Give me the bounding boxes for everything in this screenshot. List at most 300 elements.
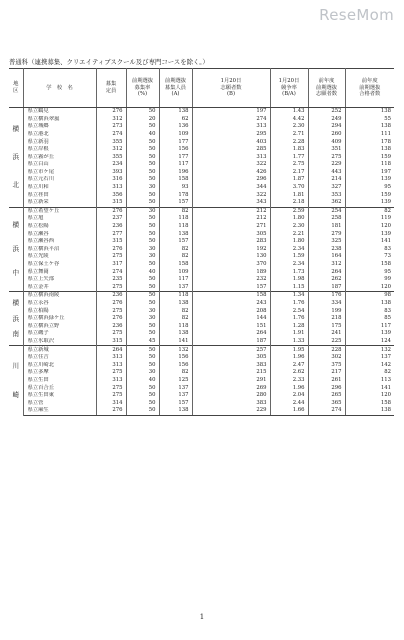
quota-cell: 393 <box>96 169 126 177</box>
table-row <box>9 131 394 139</box>
early-rate-cell: 50 <box>126 346 159 354</box>
early-rate-cell: 50 <box>126 154 159 162</box>
quota-cell: 276 <box>96 407 126 415</box>
applicants-cell: 264 <box>192 330 270 338</box>
early-count-cell: 137 <box>159 284 192 292</box>
early-count-cell: 93 <box>159 184 192 192</box>
applicants-cell: 305 <box>192 354 270 362</box>
early-count-cell: 178 <box>159 192 192 200</box>
table-row <box>9 116 394 124</box>
prev-passed-cell: 141 <box>380 238 391 245</box>
table-row <box>9 276 394 284</box>
prev-passed-cell: 139 <box>380 176 391 183</box>
prev-applicants-cell: 241 <box>308 330 345 338</box>
applicants-cell: 144 <box>192 315 270 323</box>
table-row <box>9 261 394 269</box>
early-rate-cell: 50 <box>126 400 159 408</box>
early-count-cell: 118 <box>159 292 192 300</box>
early-count-cell: 158 <box>159 176 192 184</box>
ratio-cell: 2.44 <box>270 400 308 408</box>
applicants-cell: 343 <box>192 199 270 207</box>
applicants-cell: 208 <box>192 307 270 315</box>
table-row <box>9 146 394 154</box>
early-count-cell: 132 <box>159 346 192 354</box>
ratio-cell: 1.96 <box>270 384 308 392</box>
region-char: 浜 <box>12 314 20 323</box>
early-count-cell: 118 <box>159 223 192 231</box>
applicants-cell: 189 <box>192 268 270 276</box>
applicants-cell: 344 <box>192 184 270 192</box>
applicants-cell: 296 <box>192 176 270 184</box>
prev-applicants-cell: 262 <box>308 276 345 284</box>
school-cell: 県立氷取沢 <box>23 338 96 346</box>
quota-cell: 317 <box>96 261 126 269</box>
early-rate-cell: 50 <box>126 215 159 223</box>
header-school: 学 校 名 <box>23 69 96 108</box>
prev-applicants-cell: 409 <box>308 138 345 146</box>
applicants-cell: 313 <box>192 154 270 162</box>
school-cell: 県立保土ケ谷 <box>23 261 96 269</box>
prev-applicants-cell: 365 <box>308 400 345 408</box>
ratio-cell: 1.15 <box>270 284 308 292</box>
quota-cell: 264 <box>96 346 126 354</box>
early-count-cell: 156 <box>159 362 192 370</box>
applicants-cell: 197 <box>192 108 270 116</box>
early-rate-cell: 50 <box>126 362 159 370</box>
ratio-cell: 2.59 <box>270 207 308 215</box>
early-rate-cell: 50 <box>126 407 159 415</box>
applicants-cell: 313 <box>192 123 270 131</box>
table-row <box>9 176 394 184</box>
early-count-cell: 138 <box>159 108 192 116</box>
ratio-cell: 1.76 <box>270 300 308 308</box>
ratio-cell: 1.83 <box>270 146 308 154</box>
early-rate-cell: 30 <box>126 253 159 261</box>
quota-cell: 276 <box>96 315 126 323</box>
early-count-cell: 137 <box>159 392 192 400</box>
ratio-cell: 1.81 <box>270 192 308 200</box>
prev-passed-cell: 82 <box>345 207 394 215</box>
prev-applicants-cell: 375 <box>308 362 345 370</box>
prev-applicants-cell: 238 <box>308 246 345 254</box>
prev-passed-cell: 82 <box>384 369 391 376</box>
prev-passed-cell: 83 <box>384 307 391 314</box>
ratio-cell: 1.76 <box>270 315 308 323</box>
prev-passed-cell: 139 <box>380 330 391 337</box>
early-count-cell: 82 <box>159 315 192 323</box>
early-count-cell: 125 <box>159 377 192 385</box>
early-rate-cell: 50 <box>126 199 159 207</box>
quota-cell: 235 <box>96 276 126 284</box>
applicants-cell: 370 <box>192 261 270 269</box>
school-cell: 県立菅 <box>23 400 96 408</box>
site-logo: ReseMom <box>319 6 394 24</box>
early-rate-cell: 50 <box>126 284 159 292</box>
early-rate-cell: 50 <box>126 392 159 400</box>
school-cell: 県立新羽 <box>23 138 96 146</box>
prev-passed-cell: 138 <box>345 407 394 415</box>
ratio-cell: 1.95 <box>270 346 308 354</box>
school-cell: 県立生田 <box>23 377 96 385</box>
early-rate-cell: 50 <box>126 146 159 154</box>
school-cell: 県立白山 <box>23 161 96 169</box>
early-count-cell: 156 <box>159 146 192 154</box>
ratio-cell: 1.80 <box>270 215 308 223</box>
prev-passed-cell: 99 <box>384 276 391 283</box>
school-cell: 県立横浜平沼 <box>23 246 96 254</box>
quota-cell: 275 <box>96 384 126 392</box>
quota-cell: 237 <box>96 215 126 223</box>
prev-passed-cell: 118 <box>380 161 391 168</box>
region-char: 横 <box>12 125 20 134</box>
prev-passed-cell: 159 <box>380 153 391 160</box>
region-char: 浜 <box>12 245 20 254</box>
table-row <box>9 384 394 392</box>
table-row <box>9 253 394 261</box>
early-rate-cell: 50 <box>126 169 159 177</box>
early-rate-cell: 40 <box>126 131 159 139</box>
table-row <box>9 223 394 231</box>
early-rate-cell: 50 <box>126 384 159 392</box>
quota-cell: 355 <box>96 154 126 162</box>
prev-passed-cell: 178 <box>380 138 391 145</box>
prev-passed-cell: 159 <box>380 191 391 198</box>
ratio-cell: 1.73 <box>270 268 308 276</box>
applicants-cell: 280 <box>192 392 270 400</box>
applicants-cell: 232 <box>192 276 270 284</box>
prev-applicants-cell: 325 <box>308 238 345 246</box>
early-rate-cell: 50 <box>126 108 159 116</box>
quota-cell: 276 <box>96 246 126 254</box>
table-row <box>9 184 394 192</box>
applicants-cell: 291 <box>192 377 270 385</box>
region-char: 浜 <box>12 153 20 162</box>
table-row <box>9 215 394 223</box>
prev-applicants-cell: 225 <box>308 338 345 346</box>
ratio-cell: 1.80 <box>270 238 308 246</box>
table-row <box>9 392 394 400</box>
table-row <box>9 268 394 276</box>
quota-cell: 236 <box>96 292 126 300</box>
applicants-cell: 130 <box>192 253 270 261</box>
quota-cell: 275 <box>96 284 126 292</box>
early-count-cell: 117 <box>159 161 192 169</box>
header-prev-passed: 前年度 前期選抜 合格者数 <box>345 69 394 108</box>
quota-cell: 315 <box>96 338 126 346</box>
ratio-cell: 1.91 <box>270 330 308 338</box>
school-cell: 県立住吉 <box>23 354 96 362</box>
quota-cell: 273 <box>96 123 126 131</box>
prev-passed-cell: 137 <box>380 354 391 361</box>
table-row <box>9 199 394 207</box>
prev-passed-cell: 141 <box>380 384 391 391</box>
applicants-cell: 271 <box>192 223 270 231</box>
early-rate-cell: 30 <box>126 369 159 377</box>
early-count-cell: 82 <box>159 369 192 377</box>
school-cell: 県立元石川 <box>23 176 96 184</box>
school-cell: 県立麻生 <box>23 407 96 415</box>
applicants-cell: 215 <box>192 369 270 377</box>
early-rate-cell: 50 <box>126 292 159 300</box>
school-cell: 県立岸根 <box>23 146 96 154</box>
ratio-cell: 2.75 <box>270 161 308 169</box>
prev-passed-cell: 120 <box>380 392 391 399</box>
table-caption: 普通科（連携募集、クリエイティブスクール及び専門コースを除く。） <box>9 58 209 66</box>
admissions-table <box>9 68 394 416</box>
early-count-cell: 82 <box>159 207 192 215</box>
ratio-cell: 2.34 <box>270 246 308 254</box>
prev-passed-cell: 73 <box>384 253 391 260</box>
early-count-cell: 109 <box>159 131 192 139</box>
early-rate-cell: 40 <box>126 268 159 276</box>
prev-applicants-cell: 274 <box>308 407 345 415</box>
quota-cell: 355 <box>96 138 126 146</box>
prev-passed-cell: 55 <box>384 115 391 122</box>
region-char: 中 <box>12 268 20 277</box>
applicants-cell: 274 <box>192 116 270 124</box>
school-cell: 県立横浜翠嵐 <box>23 116 96 124</box>
prev-applicants-cell: 181 <box>308 223 345 231</box>
ratio-cell: 2.30 <box>270 123 308 131</box>
school-cell: 県立鶴見 <box>23 108 96 116</box>
school-cell: 県立荏田 <box>23 192 96 200</box>
prev-applicants-cell: 443 <box>308 169 345 177</box>
quota-cell: 316 <box>96 176 126 184</box>
school-cell: 県立港北 <box>23 131 96 139</box>
school-cell: 県立松陽 <box>23 223 96 231</box>
quota-cell: 234 <box>96 161 126 169</box>
table-row <box>9 123 394 131</box>
ratio-cell: 2.30 <box>270 223 308 231</box>
table-row <box>9 323 394 331</box>
region-cell <box>9 346 23 415</box>
applicants-cell: 383 <box>192 400 270 408</box>
table-row <box>9 108 394 116</box>
applicants-cell: 157 <box>192 284 270 292</box>
applicants-cell: 322 <box>192 192 270 200</box>
prev-applicants-cell: 296 <box>308 384 345 392</box>
table-row <box>9 292 394 300</box>
applicants-cell: 229 <box>192 407 270 415</box>
quota-cell: 312 <box>96 146 126 154</box>
school-cell: 県立川崎北 <box>23 362 96 370</box>
school-cell: 県立旭 <box>23 215 96 223</box>
early-rate-cell: 50 <box>126 231 159 239</box>
prev-passed-cell: 111 <box>380 130 391 137</box>
ratio-cell: 2.17 <box>270 169 308 177</box>
school-cell: 県立新城 <box>23 346 96 354</box>
early-count-cell: 157 <box>159 400 192 408</box>
prev-passed-cell: 95 <box>384 184 391 191</box>
table-row <box>9 369 394 377</box>
school-cell: 県立新栄 <box>23 199 96 207</box>
applicants-cell: 243 <box>192 300 270 308</box>
early-rate-cell: 50 <box>126 261 159 269</box>
early-rate-cell: 50 <box>126 192 159 200</box>
early-rate-cell: 50 <box>126 276 159 284</box>
early-rate-cell: 45 <box>126 338 159 346</box>
school-cell: 県立横浜立野 <box>23 323 96 331</box>
quota-cell: 276 <box>96 300 126 308</box>
applicants-cell: 187 <box>192 338 270 346</box>
prev-applicants-cell: 249 <box>308 116 345 124</box>
prev-applicants-cell: 294 <box>308 123 345 131</box>
header-applicants: 1月20日 志願者数 (B) <box>192 69 270 108</box>
quota-cell: 274 <box>96 268 126 276</box>
table-row <box>9 346 394 354</box>
prev-passed-cell: 95 <box>384 268 391 275</box>
table-row <box>9 400 394 408</box>
prev-passed-cell: 138 <box>380 146 391 153</box>
ratio-cell: 1.96 <box>270 354 308 362</box>
applicants-cell: 322 <box>192 161 270 169</box>
prev-passed-cell: 119 <box>380 215 391 222</box>
school-cell: 県立多摩 <box>23 369 96 377</box>
ratio-cell: 2.47 <box>270 362 308 370</box>
table-row <box>9 407 394 415</box>
prev-applicants-cell: 265 <box>308 392 345 400</box>
applicants-cell: 383 <box>192 362 270 370</box>
school-cell: 県立城郷 <box>23 123 96 131</box>
quota-cell: 313 <box>96 184 126 192</box>
region-char: 横 <box>12 299 20 308</box>
ratio-cell: 2.33 <box>270 377 308 385</box>
early-count-cell: 156 <box>159 354 192 362</box>
prev-passed-cell: 158 <box>380 261 391 268</box>
quota-cell: 274 <box>96 131 126 139</box>
ratio-cell: 1.43 <box>270 108 308 116</box>
prev-applicants-cell: 187 <box>308 284 345 292</box>
early-rate-cell: 50 <box>126 161 159 169</box>
early-count-cell: 158 <box>159 261 192 269</box>
prev-applicants-cell: 252 <box>308 108 345 116</box>
table-row <box>9 362 394 370</box>
early-rate-cell: 50 <box>126 138 159 146</box>
header-quota: 募集 定員 <box>96 69 126 108</box>
ratio-cell: 1.33 <box>270 338 308 346</box>
ratio-cell: 1.77 <box>270 154 308 162</box>
early-count-cell: 138 <box>159 300 192 308</box>
school-cell: 県立川和 <box>23 184 96 192</box>
region-cell <box>9 108 23 208</box>
header-early-count: 前期選抜 募集人員 (A) <box>159 69 192 108</box>
quota-cell: 236 <box>96 223 126 231</box>
early-rate-cell: 50 <box>126 300 159 308</box>
prev-applicants-cell: 275 <box>308 154 345 162</box>
early-count-cell: 82 <box>159 253 192 261</box>
quota-cell: 313 <box>96 377 126 385</box>
prev-applicants-cell: 351 <box>308 146 345 154</box>
table-row <box>9 354 394 362</box>
prev-applicants-cell: 175 <box>308 323 345 331</box>
applicants-cell: 305 <box>192 231 270 239</box>
quota-cell: 313 <box>96 362 126 370</box>
quota-cell: 275 <box>96 392 126 400</box>
school-cell: 県立希望ケ丘 <box>23 207 96 215</box>
prev-passed-cell: 113 <box>380 376 391 383</box>
early-count-cell: 177 <box>159 154 192 162</box>
quota-cell: 313 <box>96 354 126 362</box>
table-row <box>9 330 394 338</box>
region-char: 南 <box>12 329 20 338</box>
early-rate-cell: 40 <box>126 377 159 385</box>
ratio-cell: 2.54 <box>270 307 308 315</box>
quota-cell: 275 <box>96 253 126 261</box>
region-cell <box>9 292 23 346</box>
school-cell: 県立横浜緑ケ丘 <box>23 315 96 323</box>
early-count-cell: 177 <box>159 138 192 146</box>
prev-passed-cell: 158 <box>380 399 391 406</box>
quota-cell: 356 <box>96 192 126 200</box>
region-char: 川 <box>12 362 20 370</box>
prev-passed-cell: 138 <box>380 299 391 306</box>
school-cell: 県立瀬谷 <box>23 231 96 239</box>
applicants-cell: 257 <box>192 346 270 354</box>
school-cell: 県立横浜南陵 <box>23 292 96 300</box>
header-region <box>9 69 23 108</box>
ratio-cell: 2.18 <box>270 199 308 207</box>
school-cell: 県立瀬谷西 <box>23 238 96 246</box>
quota-cell: 314 <box>96 400 126 408</box>
early-rate-cell: 30 <box>126 307 159 315</box>
prev-passed-cell: 197 <box>380 168 391 175</box>
table-header-row <box>9 69 394 108</box>
quota-cell: 276 <box>96 207 126 215</box>
prev-applicants-cell: 217 <box>308 369 345 377</box>
early-count-cell: 109 <box>159 268 192 276</box>
quota-cell: 275 <box>96 369 126 377</box>
early-rate-cell: 50 <box>126 323 159 331</box>
applicants-cell: 192 <box>192 246 270 254</box>
table-row <box>9 284 394 292</box>
early-count-cell: 157 <box>159 199 192 207</box>
region-char: 横 <box>12 221 20 230</box>
table-row <box>9 246 394 254</box>
early-count-cell: 117 <box>159 276 192 284</box>
school-cell: 県立磯子 <box>23 330 96 338</box>
early-rate-cell: 50 <box>126 223 159 231</box>
early-count-cell: 138 <box>159 407 192 415</box>
prev-passed-cell: 138 <box>380 123 391 130</box>
prev-applicants-cell: 176 <box>308 292 345 300</box>
school-cell: 県立上矢部 <box>23 276 96 284</box>
early-rate-cell: 20 <box>126 116 159 124</box>
applicants-cell: 285 <box>192 146 270 154</box>
prev-applicants-cell: 312 <box>308 261 345 269</box>
header-prev-applicants: 前年度 前期選抜 志願者数 <box>308 69 345 108</box>
school-cell: 県立永谷 <box>23 300 96 308</box>
early-rate-cell: 50 <box>126 176 159 184</box>
school-cell: 県立金井 <box>23 284 96 292</box>
prev-applicants-cell: 279 <box>308 231 345 239</box>
ratio-cell: 2.21 <box>270 231 308 239</box>
prev-applicants-cell: 260 <box>308 131 345 139</box>
table-row <box>9 192 394 200</box>
early-count-cell: 82 <box>159 246 192 254</box>
ratio-cell: 1.98 <box>270 276 308 284</box>
prev-passed-cell: 120 <box>380 283 391 290</box>
applicants-cell: 212 <box>192 215 270 223</box>
early-count-cell: 196 <box>159 169 192 177</box>
early-count-cell: 137 <box>159 384 192 392</box>
school-cell: 県立舞岡 <box>23 268 96 276</box>
prev-passed-cell: 85 <box>384 315 391 322</box>
school-cell: 県立光陵 <box>23 253 96 261</box>
region-cell <box>9 207 23 292</box>
region-char: 崎 <box>12 391 20 400</box>
prev-passed-cell: 132 <box>345 346 394 354</box>
table-row <box>9 154 394 162</box>
